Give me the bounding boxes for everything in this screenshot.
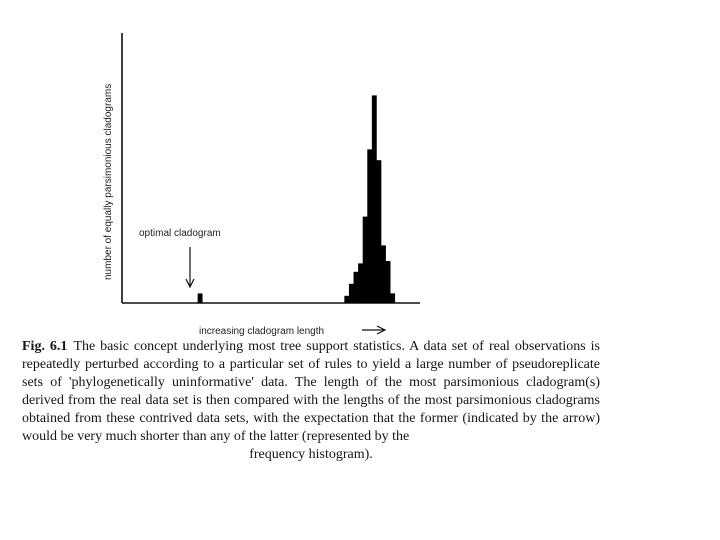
x-axis-label: increasing cladogram length [199,326,325,337]
histogram-bar [358,263,363,303]
histogram-bar [376,160,381,303]
histogram-bars [198,95,395,303]
caption-text: The basic concept underlying most tree support statistics. A data set of real observations is repeatedly perturbed according to a particular set of rules to yield a large number of pseudoreplicate sets of 'phylogenetically uninformative' data. The length of the most parsimonious cladogram(s) derived from the real data set is then compared with the lengths of the most parsimonious cladograms obtained from these contrived data sets, with the expectation that the former (indicated by the arrow) would be very much shorter than any of the latter (represented by the [22,339,601,444]
optimal-arrow [186,247,194,287]
y-axis-label: number of equally parsimonious cladograms [103,83,114,280]
caption-last-line: frequency histogram). [249,447,373,462]
optimal-cladogram-label: optimal cladogram [139,228,221,239]
figure-label: Fig. 6.1 [22,339,68,354]
x-axis-arrow [362,326,385,334]
histogram-bar [367,149,372,303]
figure-caption [22,338,600,464]
histogram-bar [386,261,391,303]
histogram-bar [381,245,386,303]
optimal-cladogram-bar [198,293,203,303]
histogram-bar [354,272,359,303]
histogram-bar [349,284,354,303]
histogram-bar [390,293,395,303]
histogram-bar [363,217,368,303]
histogram-bar [372,95,377,303]
histogram-bar [344,296,349,303]
